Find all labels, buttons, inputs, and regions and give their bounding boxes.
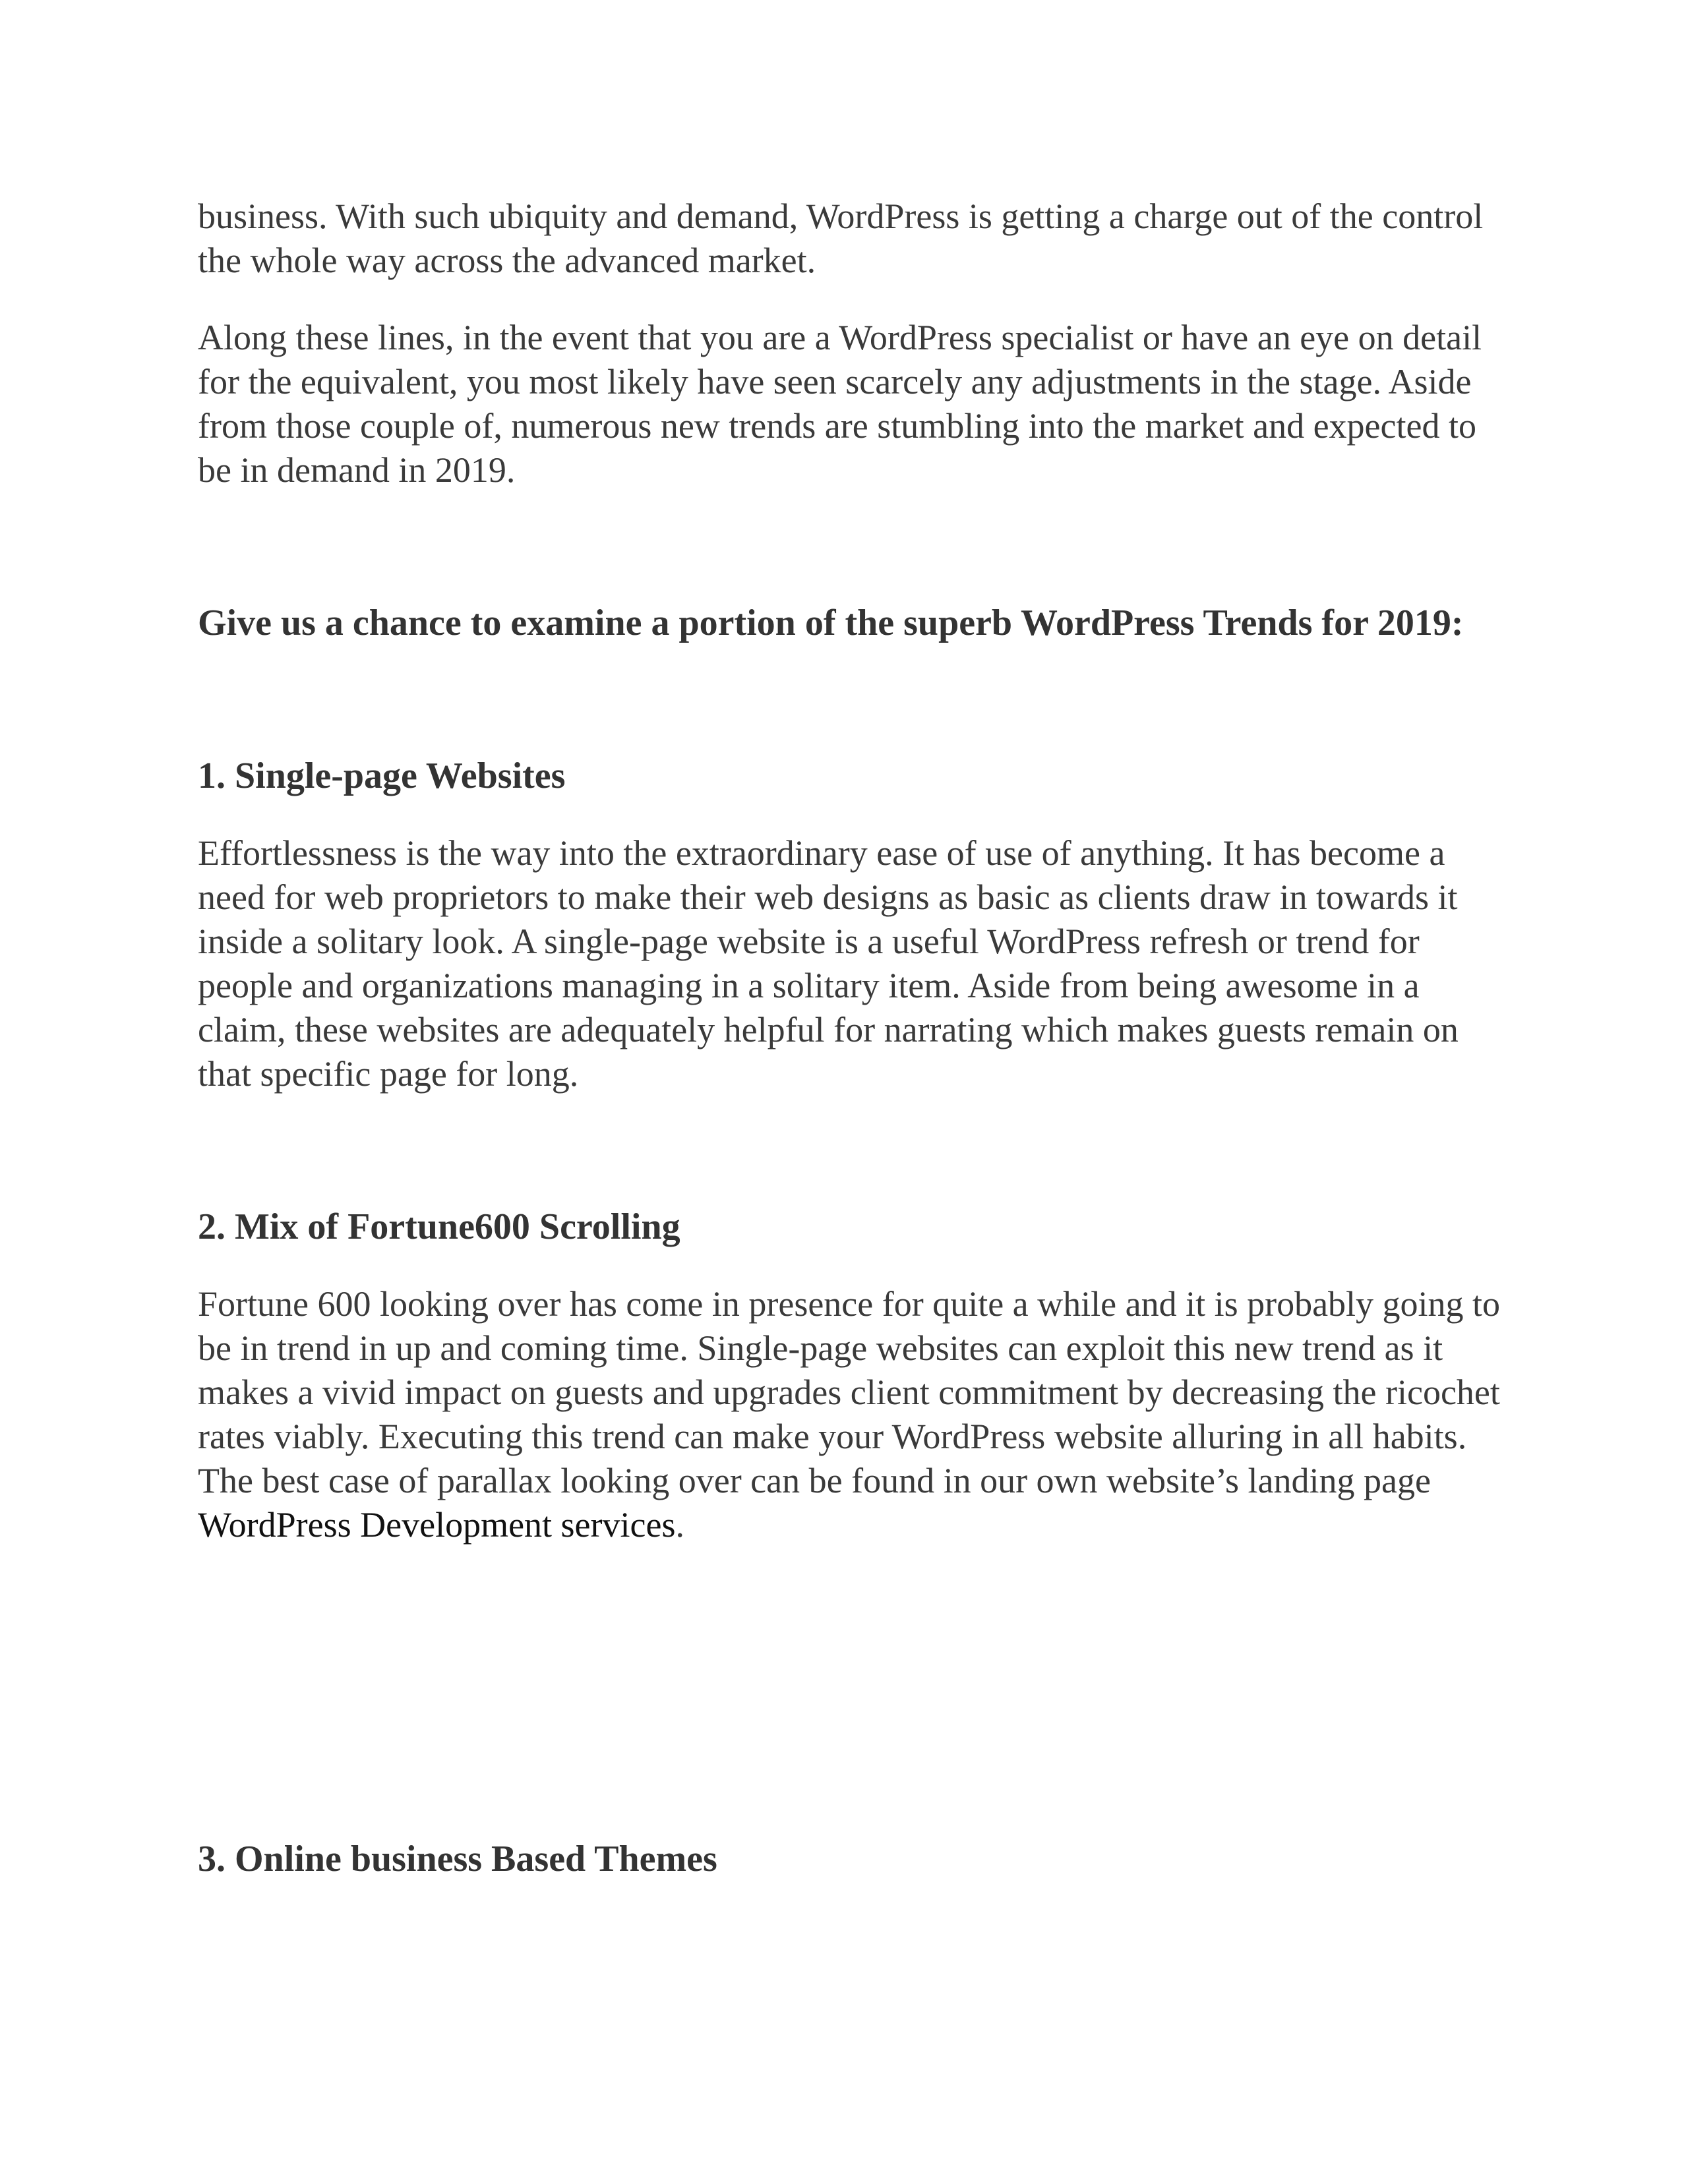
section-heading-fortune600-scrolling: 2. Mix of Fortune600 Scrolling [198,1206,680,1247]
intro-paragraph-2: Along these lines, in the event that you are a WordPress specialist or have an eye on detail for the equivalent, you most likely have seen scarcely any adjustments in the stage. Aside from those couple of, numerous new trends are stumbling into the market and expected to be in demand in 2019. [198,318,1482,490]
wordpress-development-services-link[interactable]: WordPress Development services [198,1505,676,1545]
section-body-fortune600-scrolling [198,1282,1503,1547]
article-content [198,194,1503,1881]
section-heading-online-business-themes: 3. Online business Based Themes [198,1839,717,1879]
intro-paragraph-1: business. With such ubiquity and demand, WordPress is getting a charge out of the control the whole way across the advanced market. [198,196,1484,280]
section-body-text: Fortune 600 looking over has come in presence for quite a while and it is probably going to be in trend in up and coming time. Single-page websites can exploit this new trend as it makes a vivid impact on guests and upgrades client commitment by decreasing the ricochet rates viably. Executing this trend can make your WordPress website alluring in all habits. The best case of parallax looking over can be found in our own website’s landing page [198,1284,1501,1500]
section-body-single-page-websites: Effortlessness is the way into the extraordinary ease of use of anything. It has become a need for web proprietors to make their web designs as basic as clients draw in towards it inside a solitary look. A single-page website is a useful WordPress refresh or trend for people and organizations managing in a solitary item. Aside from being awesome in a claim, these websites are adequately helpful for narrating which makes guests remain on that specific page for long. [198,833,1459,1094]
section-body-end: . [675,1505,684,1545]
lead-heading: Give us a chance to examine a portion of the superb WordPress Trends for 2019: [198,603,1464,643]
section-heading-single-page-websites: 1. Single-page Websites [198,755,566,796]
